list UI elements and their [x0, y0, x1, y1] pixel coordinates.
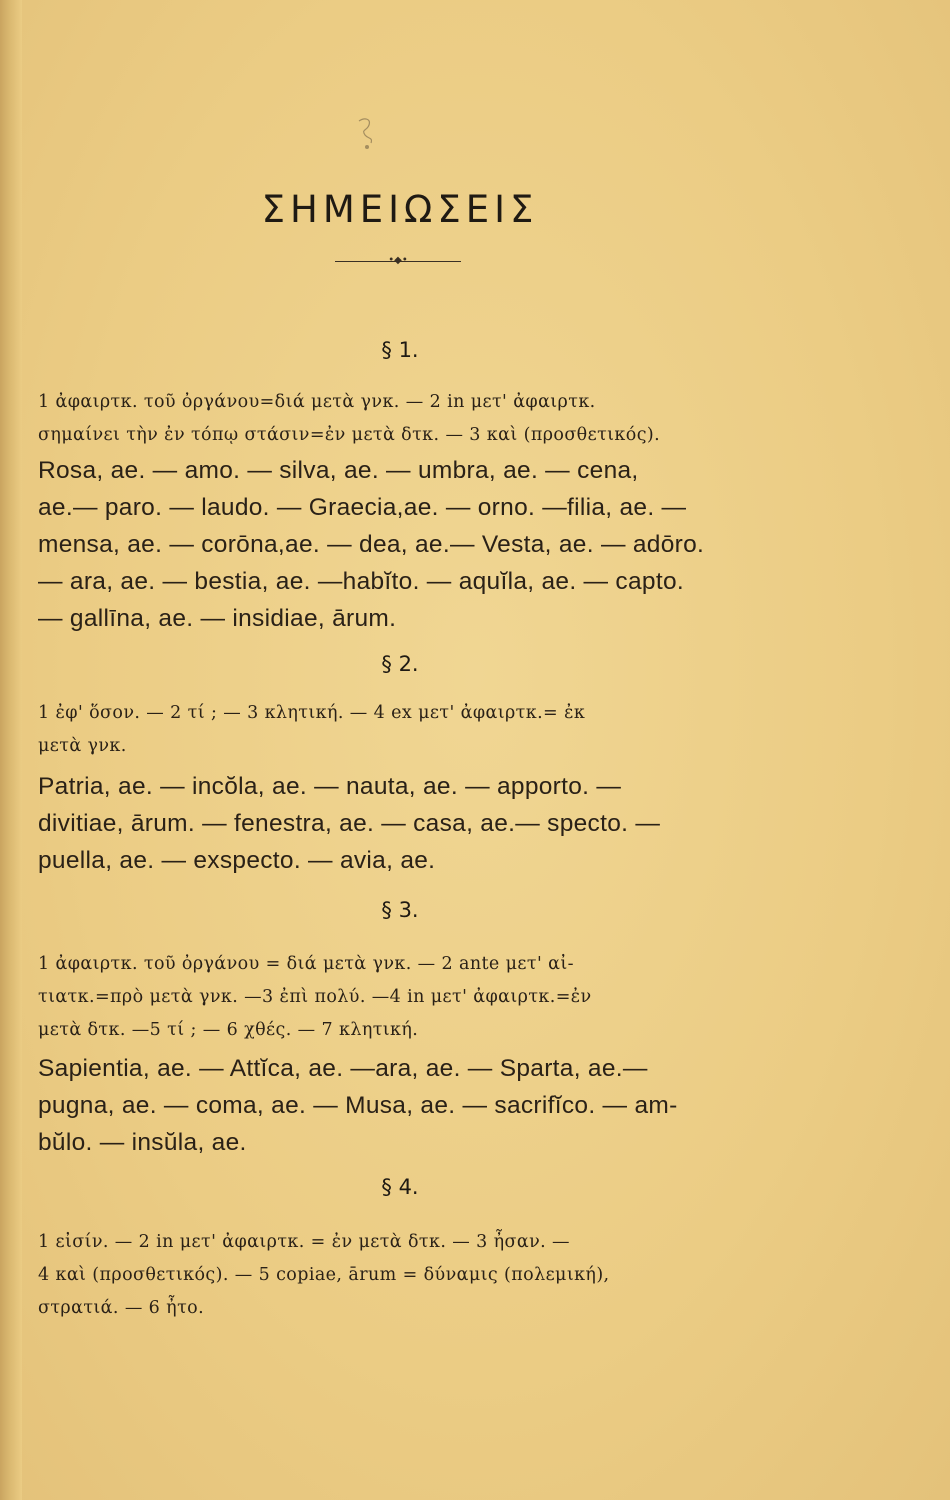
vocab-line: bŭlo. — insŭla, ae. [38, 1129, 247, 1156]
section-1-notes [38, 386, 756, 452]
vocab-line: puella, ae. — exspecto. — avia, ae. [38, 847, 436, 874]
decorative-ornament-icon [355, 115, 379, 155]
section-4-notes [38, 1226, 756, 1325]
vocab-line: pugna, ae. — coma, ae. — Musa, ae. — sacrifĭco. — am- [38, 1092, 678, 1119]
section-1-vocab [38, 452, 756, 637]
note-line: 1 ἀφαιρτκ. τοῦ ὀργάνου=διά μετὰ γνκ. — 2 in μετ' ἀφαιρτκ. [38, 392, 596, 412]
section-mark-4: § 4. [381, 1175, 419, 1199]
note-line: 1 εἰσίν. — 2 in μετ' ἀφαιρτκ. = ἐν μετὰ δτκ. — 3 ἦσαν. — [38, 1232, 570, 1252]
note-line: μετὰ δτκ. —5 τί ; — 6 χθές. — 7 κλητική. [38, 1020, 419, 1040]
vocab-line: Patria, ae. — incŏla, ae. — nauta, ae. — apporto. — [38, 773, 622, 800]
section-mark-3: § 3. [381, 898, 419, 922]
section-3-vocab [38, 1050, 756, 1161]
note-line: σημαίνει τὴν ἐν τόπῳ στάσιν=ἐν μετὰ δτκ. — 3 καὶ (προσθετικός). [38, 425, 661, 445]
section-2-vocab [38, 768, 756, 879]
vocab-line: ae.— paro. — laudo. — Graecia,ae. — orno. —filia, ae. — [38, 494, 687, 521]
section-mark-1: § 1. [381, 338, 419, 362]
vocab-line: — ara, ae. — bestia, ae. —habĭto. — aquĭla, ae. — capto. [38, 568, 684, 595]
vocab-line: Rosa, ae. — amo. — silva, ae. — umbra, ae. — cena, [38, 457, 639, 484]
note-line: 1 ἐφ' ὅσον. — 2 τί ; — 3 κλητική. — 4 ex μετ' ἀφαιρτκ.= ἐκ [38, 703, 586, 723]
vocab-line: divitiae, ārum. — fenestra, ae. — casa, ae.— specto. — [38, 810, 661, 837]
note-line: 1 ἀφαιρτκ. τοῦ ὀργάνου = διά μετὰ γνκ. — 2 ante μετ' αἰ- [38, 954, 574, 974]
note-line: 4 καὶ (προσθετικός). — 5 copiae, ārum = δύναμις (πολεμική), [38, 1265, 610, 1285]
note-line: τιατκ.=πρὸ μετὰ γνκ. —3 ἐπὶ πολύ. —4 in μετ' ἀφαιρτκ.=ἐν [38, 987, 592, 1007]
section-2-notes [38, 697, 756, 763]
vocab-line: — gallīna, ae. — insidiae, ārum. [38, 605, 397, 632]
section-3-notes [38, 948, 756, 1047]
page-title: ΣΗΜΕΙΩΣΕΙΣ [261, 188, 539, 231]
vocab-line: Sapientia, ae. — Attĭca, ae. —ara, ae. — Sparta, ae.— [38, 1055, 648, 1082]
section-mark-2: § 2. [381, 652, 419, 676]
note-line: μετὰ γνκ. [38, 736, 127, 756]
divider-ornament-icon: •◆• [388, 255, 408, 266]
note-line: στρατιά. — 6 ἦτο. [38, 1298, 205, 1318]
vocab-line: mensa, ae. — corōna,ae. — dea, ae.— Vesta, ae. — adōro. [38, 531, 705, 558]
